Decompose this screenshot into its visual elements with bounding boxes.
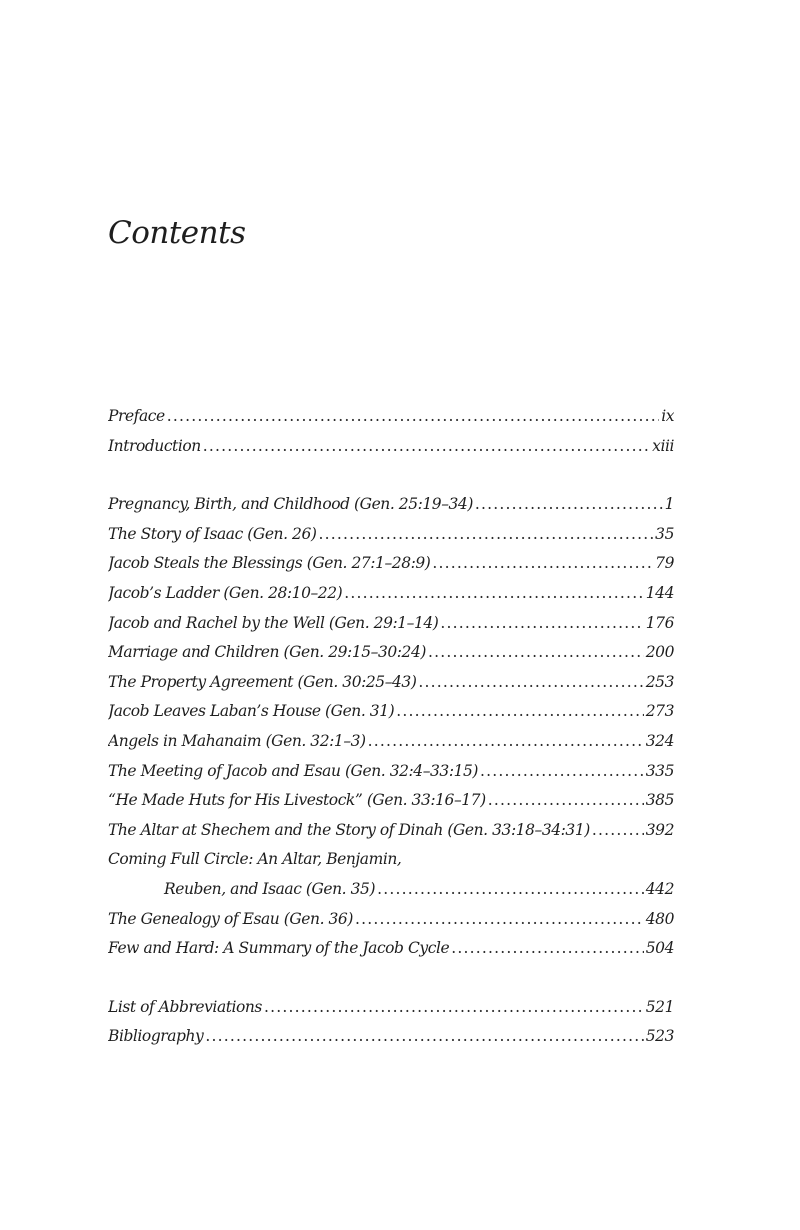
toc-entry-chapter[interactable] [108,609,674,639]
toc-entry-bibliography[interactable] [108,1022,674,1052]
toc-entry-title: Few and Hard: A Summary of the Jacob Cycle [108,939,450,958]
page-title: Contents [108,215,246,251]
dot-leader [440,609,643,639]
dot-leader [480,757,644,787]
dot-leader [355,905,644,935]
toc-entry-title: Bibliography [108,1027,204,1046]
toc-entry-chapter[interactable] [108,786,674,816]
section-spacer [108,964,674,993]
toc-entry-chapter-line1[interactable]: Coming Full Circle: An Altar, Benjamin, [108,850,402,869]
toc-entry-chapter[interactable] [108,490,674,520]
toc-entry-page: 324 [645,731,674,750]
toc-entry-title: Pregnancy, Birth, and Childhood (Gen. 25:19–34) [108,495,473,514]
toc-entry-title: Angels in Mahanaim (Gen. 32:1–3) [108,731,366,750]
dot-leader [451,934,644,964]
toc-entry-title: Reuben, and Isaac (Gen. 35) [164,879,376,898]
toc-entry-page: 253 [645,672,674,691]
toc-entry-page: 176 [645,613,674,632]
dot-leader [368,727,644,757]
toc-entry-title: The Meeting of Jacob and Esau (Gen. 32:4–33:15) [108,761,479,780]
dot-leader [167,402,659,432]
front-matter-list [108,402,674,461]
toc-entry-page: 480 [645,909,674,928]
dot-leader [318,520,653,550]
toc-entry-page: 1 [664,495,674,514]
toc-entry-title: Marriage and Children (Gen. 29:15–30:24) [108,643,426,662]
toc-entry-introduction[interactable] [108,432,674,462]
dot-leader [344,579,644,609]
toc-entry-title: Jacob Steals the Blessings (Gen. 27:1–28:9) [108,554,431,573]
toc-entry-chapter[interactable] [108,668,674,698]
toc-entry-page: ix [661,407,674,425]
toc-entry-title: The Property Agreement (Gen. 30:25–43) [108,672,417,691]
toc-entry-chapter[interactable] [108,697,674,727]
toc-entry-title: Jacob and Rachel by the Well (Gen. 29:1–14) [108,613,439,632]
toc-entry-chapter-line2[interactable] [108,875,674,905]
dot-leader [432,549,653,579]
toc-entry-page: 392 [645,820,674,839]
dot-leader [428,638,644,668]
toc-entry-abbreviations[interactable] [108,993,674,1023]
toc-entry-preface[interactable] [108,402,674,432]
toc-entry-title: The Genealogy of Esau (Gen. 36) [108,909,353,928]
toc-entry-chapter[interactable] [108,727,674,757]
chapter-list [108,490,674,964]
toc-entry-title: List of Abbreviations [108,997,262,1016]
toc-entry-page: 504 [645,939,674,958]
toc-entry-chapter[interactable] [108,549,674,579]
dot-leader [264,993,644,1023]
toc-entry-page: 200 [645,643,674,662]
section-spacer [108,461,674,490]
toc-entry-title: Jacob Leaves Laban’s House (Gen. 31) [108,702,395,721]
toc-entry-title: The Story of Isaac (Gen. 26) [108,524,317,543]
table-of-contents [108,402,674,1052]
dot-leader [203,432,650,462]
toc-entry-chapter[interactable] [108,638,674,668]
toc-entry-title: “He Made Huts for His Livestock” (Gen. 33:16–17) [108,791,486,810]
dot-leader [418,668,643,698]
toc-entry-page: 273 [645,702,674,721]
toc-entry-title: Jacob’s Ladder (Gen. 28:10–22) [108,583,343,602]
toc-entry-chapter[interactable] [108,757,674,787]
dot-leader [475,490,663,520]
toc-entry-chapter[interactable] [108,934,674,964]
toc-entry-title: Preface [108,407,165,425]
toc-entry-chapter[interactable] [108,520,674,550]
back-matter-list [108,993,674,1052]
toc-entry-page: 385 [645,791,674,810]
dot-leader [377,875,644,905]
toc-entry-chapter[interactable] [108,905,674,935]
toc-entry-page: 35 [655,524,674,543]
toc-entry-page: 521 [645,997,674,1016]
dot-leader [205,1022,643,1052]
dot-leader [488,786,644,816]
toc-entry-page: 523 [645,1027,674,1046]
toc-entry-page: 442 [645,879,674,898]
toc-entry-page: 144 [645,583,674,602]
toc-entry-page: 335 [645,761,674,780]
toc-entry-chapter[interactable] [108,579,674,609]
dot-leader [396,697,644,727]
toc-entry-title: The Altar at Shechem and the Story of Dinah (Gen. 33:18–34:31) [108,820,590,839]
toc-entry-title: Introduction [108,436,201,455]
toc-entry-page: 79 [655,554,674,573]
dot-leader [592,816,644,846]
toc-entry-chapter[interactable] [108,816,674,846]
toc-entry-page: xiii [652,436,674,455]
